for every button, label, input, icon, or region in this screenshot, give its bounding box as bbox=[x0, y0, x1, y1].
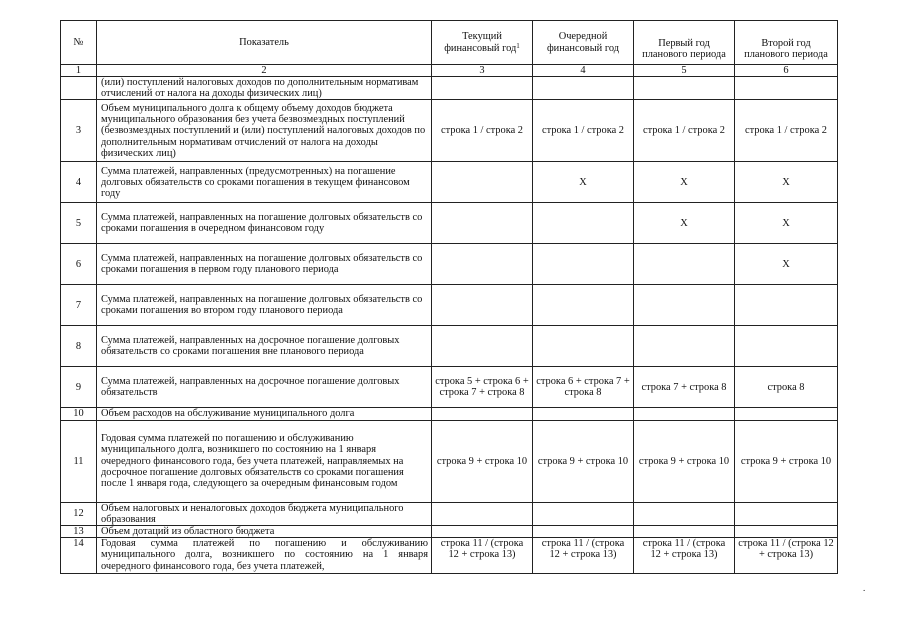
table-row bbox=[61, 367, 838, 408]
row-number: 6 bbox=[61, 244, 97, 285]
row-value-second-plan-year: строка 11 / (строка 12 + строка 13) bbox=[735, 538, 838, 574]
row-value-first-plan-year: X bbox=[634, 162, 735, 203]
row-indicator-text: Сумма платежей, направленных на погашение долговых обязательств со сроками погашения в очередном финансовом году bbox=[97, 203, 432, 244]
row-value-next-year: строка 1 / строка 2 bbox=[533, 100, 634, 162]
header-next-year: Очередной финансовый год bbox=[533, 21, 634, 65]
header-second-plan-year: Второй год планового периода bbox=[735, 21, 838, 65]
row-number bbox=[61, 77, 97, 100]
row-value-second-plan-year: X bbox=[735, 244, 838, 285]
row-value-second-plan-year bbox=[735, 408, 838, 420]
row-number: 10 bbox=[61, 408, 97, 420]
table-row bbox=[61, 162, 838, 203]
header-indicator: Показатель bbox=[97, 21, 432, 65]
column-index: 2 bbox=[97, 65, 432, 77]
row-value-current-year bbox=[432, 326, 533, 367]
footnote-mark: 1 bbox=[516, 41, 520, 50]
column-index: 5 bbox=[634, 65, 735, 77]
row-number: 12 bbox=[61, 502, 97, 525]
row-value-next-year: строка 11 / (строка 12 + строка 13) bbox=[533, 538, 634, 574]
row-value-next-year bbox=[533, 203, 634, 244]
row-value-first-plan-year: строка 11 / (строка 12 + строка 13) bbox=[634, 538, 735, 574]
column-index: 1 bbox=[61, 65, 97, 77]
row-value-second-plan-year bbox=[735, 285, 838, 326]
table-row bbox=[61, 408, 838, 420]
row-value-current-year bbox=[432, 203, 533, 244]
row-value-next-year bbox=[533, 285, 634, 326]
table-row bbox=[61, 502, 838, 525]
row-value-first-plan-year bbox=[634, 77, 735, 100]
row-value-next-year bbox=[533, 526, 634, 538]
table-row bbox=[61, 326, 838, 367]
row-value-first-plan-year bbox=[634, 244, 735, 285]
row-value-next-year: строка 6 + строка 7 + строка 8 bbox=[533, 367, 634, 408]
row-value-second-plan-year: X bbox=[735, 162, 838, 203]
row-indicator-text: (или) поступлений налоговых доходов по дополнительным нормативам отчислений от налога на доходы физических лиц) bbox=[97, 77, 432, 100]
row-indicator-text: Объем муниципального долга к общему объему доходов бюджета муниципального образования без учета безвозмездных поступлений (безвозмездных поступлений и (или) поступлений налоговых доходов по дополнительным нормативам отчислений от налога на доходы физических лиц) bbox=[97, 100, 432, 162]
row-value-next-year bbox=[533, 502, 634, 525]
row-indicator-text: Годовая сумма платежей по погашению и обслуживанию муниципального долга, возникшего по состоянию на 1 января очередного финансового года, без учета платежей, bbox=[97, 538, 432, 574]
row-indicator-text: Сумма платежей, направленных на погашение долговых обязательств со сроками погашения во втором году планового периода bbox=[97, 285, 432, 326]
row-value-current-year: строка 11 / (строка 12 + строка 13) bbox=[432, 538, 533, 574]
row-value-first-plan-year bbox=[634, 326, 735, 367]
row-number: 13 bbox=[61, 526, 97, 538]
row-value-first-plan-year: строка 1 / строка 2 bbox=[634, 100, 735, 162]
row-indicator-text: Сумма платежей, направленных (предусмотренных) на погашение долговых обязательств со сроками погашения в текущем финансовом году bbox=[97, 162, 432, 203]
row-value-next-year: X bbox=[533, 162, 634, 203]
row-number: 4 bbox=[61, 162, 97, 203]
column-index: 6 bbox=[735, 65, 838, 77]
row-value-current-year: строка 1 / строка 2 bbox=[432, 100, 533, 162]
row-value-second-plan-year: X bbox=[735, 203, 838, 244]
row-number: 9 bbox=[61, 367, 97, 408]
column-index-row bbox=[61, 65, 838, 77]
header-number: № bbox=[61, 21, 97, 65]
row-value-first-plan-year bbox=[634, 526, 735, 538]
table-row bbox=[61, 203, 838, 244]
table-header-row bbox=[61, 21, 838, 65]
row-number: 3 bbox=[61, 100, 97, 162]
row-value-current-year bbox=[432, 77, 533, 100]
row-value-current-year bbox=[432, 162, 533, 203]
row-value-next-year bbox=[533, 408, 634, 420]
row-value-second-plan-year bbox=[735, 526, 838, 538]
row-value-current-year bbox=[432, 408, 533, 420]
table-row bbox=[61, 77, 838, 100]
table-row bbox=[61, 285, 838, 326]
row-value-second-plan-year: строка 9 + строка 10 bbox=[735, 420, 838, 502]
row-indicator-text: Объем дотаций из областного бюджета bbox=[97, 526, 432, 538]
table-row bbox=[61, 420, 838, 502]
row-value-first-plan-year: строка 7 + строка 8 bbox=[634, 367, 735, 408]
row-value-second-plan-year: строка 8 bbox=[735, 367, 838, 408]
row-value-current-year: строка 5 + строка 6 + строка 7 + строка 8 bbox=[432, 367, 533, 408]
row-value-current-year bbox=[432, 244, 533, 285]
column-index: 4 bbox=[533, 65, 634, 77]
row-value-next-year bbox=[533, 77, 634, 100]
table-row bbox=[61, 100, 838, 162]
row-number: 11 bbox=[61, 420, 97, 502]
row-value-current-year bbox=[432, 285, 533, 326]
row-value-first-plan-year bbox=[634, 285, 735, 326]
row-value-next-year bbox=[533, 244, 634, 285]
row-value-first-plan-year bbox=[634, 408, 735, 420]
row-indicator-text: Объем налоговых и неналоговых доходов бюджета муниципального образования bbox=[97, 502, 432, 525]
row-number: 7 bbox=[61, 285, 97, 326]
header-current-year: Текущий финансовый год$^1$ bbox=[432, 21, 533, 65]
row-number: 5 bbox=[61, 203, 97, 244]
table-row bbox=[61, 526, 838, 538]
table-row bbox=[61, 538, 838, 574]
row-value-second-plan-year: строка 1 / строка 2 bbox=[735, 100, 838, 162]
row-value-first-plan-year: строка 9 + строка 10 bbox=[634, 420, 735, 502]
row-value-next-year bbox=[533, 326, 634, 367]
column-index: 3 bbox=[432, 65, 533, 77]
stray-mark: . bbox=[863, 583, 866, 593]
row-value-next-year: строка 9 + строка 10 bbox=[533, 420, 634, 502]
table-row bbox=[61, 244, 838, 285]
row-value-first-plan-year: X bbox=[634, 203, 735, 244]
row-value-current-year bbox=[432, 502, 533, 525]
row-value-first-plan-year bbox=[634, 502, 735, 525]
row-indicator-text: Сумма платежей, направленных на досрочное погашение долговых обязательств bbox=[97, 367, 432, 408]
row-value-current-year: строка 9 + строка 10 bbox=[432, 420, 533, 502]
header-first-plan-year: Первый год планового периода bbox=[634, 21, 735, 65]
row-value-second-plan-year bbox=[735, 326, 838, 367]
row-number: 14 bbox=[61, 538, 97, 574]
row-number: 8 bbox=[61, 326, 97, 367]
indicators-table bbox=[60, 20, 838, 574]
row-value-second-plan-year bbox=[735, 502, 838, 525]
row-value-current-year bbox=[432, 526, 533, 538]
row-indicator-text: Годовая сумма платежей по погашению и обслуживанию муниципального долга, возникшего по состоянию на 1 января очередного финансового года, без учета платежей, направляемых на досрочное погашение долговых обязательств со сроками погашения после 1 января года, следующего за очередным финансовым годом bbox=[97, 420, 432, 502]
row-value-second-plan-year bbox=[735, 77, 838, 100]
row-indicator-text: Сумма платежей, направленных на погашение долговых обязательств со сроками погашения в первом году планового периода bbox=[97, 244, 432, 285]
row-indicator-text: Объем расходов на обслуживание муниципального долга bbox=[97, 408, 432, 420]
row-indicator-text: Сумма платежей, направленных на досрочное погашение долговых обязательств со сроками погашения вне планового периода bbox=[97, 326, 432, 367]
